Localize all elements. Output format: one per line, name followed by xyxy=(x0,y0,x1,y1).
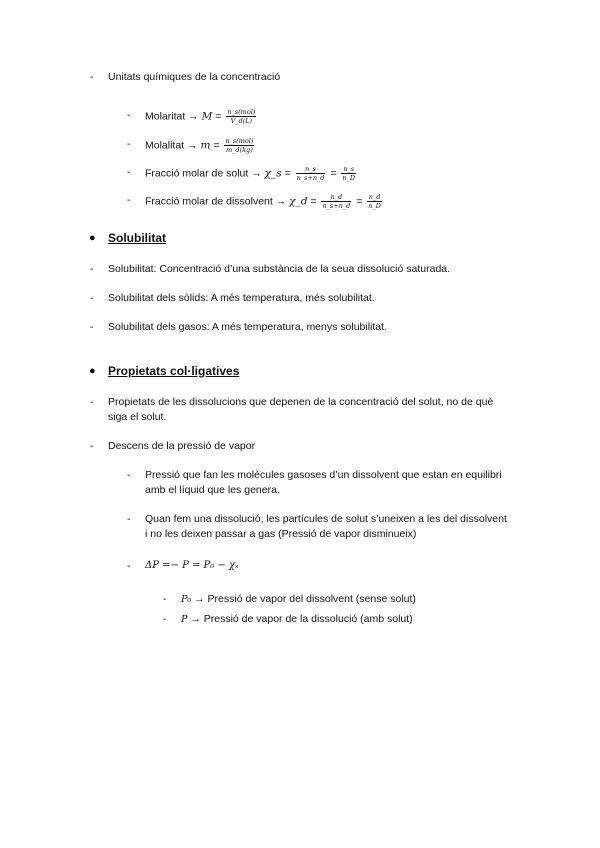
list-dash: - xyxy=(127,513,131,525)
fraccio-dissolvent-den1: n_s+n_d xyxy=(322,202,351,210)
fraccio-dissolvent-symbol: χ_d xyxy=(289,195,308,208)
solubilitat-item: Solubilitat dels sòlids: A més temperatura, més solubilitat. xyxy=(108,292,375,304)
fraccio-solut-fraction-2 xyxy=(341,165,356,182)
list-dash: - xyxy=(90,263,94,275)
solubilitat-item: Solubilitat: Concentració d’una substància de la seua dissolució saturada. xyxy=(108,263,451,275)
fraccio-dissolvent-num2: n_d xyxy=(368,193,381,201)
molalitat-numerator: n_s(mol) xyxy=(225,137,254,145)
list-dash: - xyxy=(127,166,131,178)
propietats-heading: Propietats col·ligatives xyxy=(108,364,240,378)
fraccio-dissolvent-den2: n_D xyxy=(368,202,381,210)
molalitat-symbol: m xyxy=(200,139,211,152)
dissolucio-explanation: i no les deixen passar a gas (Pressió de vapor disminueix) xyxy=(145,528,417,540)
fraccio-solut-fraction-1 xyxy=(296,165,326,182)
list-dash: - xyxy=(127,138,131,150)
pressio-vapor-definition: Pressió que fan les molècules gasoses d’un dissolvent que estan en equilibri xyxy=(145,469,502,481)
fraccio-solut-formula: Fracció molar de solut → χ_s = $\frac{n\_s}{n\_s+n\_d}$ = $\frac{n\_s}{n\_D}$ xyxy=(145,165,356,182)
molaritat-formula: Molaritat → M = $\frac{\text{n\_s(mol)}}{V\_d(L)}$ xyxy=(145,108,256,125)
p0-symbol: P₀ xyxy=(181,594,192,605)
molaritat-denominator: V_d(L) xyxy=(230,117,253,125)
molalitat-fraction xyxy=(224,137,254,154)
list-dash: - xyxy=(127,469,131,481)
list-dash: - xyxy=(127,109,131,121)
molaritat-symbol: M xyxy=(201,110,213,123)
list-dash: - xyxy=(90,292,94,304)
fraccio-dissolvent-fraction-2 xyxy=(367,193,382,210)
propietats-item: Descens de la pressió de vapor xyxy=(108,440,256,452)
fraccio-dissolvent-label: Fracció molar de dissolvent → xyxy=(145,195,287,208)
list-dash: - xyxy=(163,613,167,625)
molaritat-fraction xyxy=(226,108,256,125)
fraccio-dissolvent-formula: Fracció molar de dissolvent → χ_d = $\frac{n\_d}{n\_s+n\_d}$ = $\frac{n\_d}{n\_D}$ xyxy=(145,193,381,210)
dissolucio-explanation: Quan fem una dissolució, les partícules de solut s’uneixen a les del dissolvent xyxy=(145,513,507,525)
bullet: ● xyxy=(89,232,96,244)
descens-formula: ΔP =− P = P₀ − χₛ xyxy=(145,560,239,571)
molalitat-label: Molalitat → xyxy=(145,139,198,152)
fraccio-solut-num1: n_s xyxy=(296,165,326,174)
fraccio-solut-den1: n_s+n_d xyxy=(296,174,325,182)
list-dash: - xyxy=(90,321,94,333)
pressio-vapor-definition: amb el líquid que les genera. xyxy=(145,484,280,496)
molaritat-label: Molaritat → xyxy=(145,110,199,123)
solubilitat-heading: Solubilitat xyxy=(108,231,166,245)
list-dash: - xyxy=(127,194,131,206)
list-dash: - xyxy=(90,71,94,83)
fraccio-dissolvent-num1: n_d xyxy=(321,193,351,202)
list-dash: - xyxy=(163,593,167,605)
p-description: → Pressió de vapor de la dissolució (amb solut) xyxy=(190,613,413,625)
fraccio-solut-symbol: χ_s xyxy=(264,167,282,180)
list-dash: - xyxy=(90,440,94,452)
p0-definition xyxy=(181,592,416,607)
list-dash: - xyxy=(90,396,94,408)
molalitat-denominator: m_d(kg) xyxy=(226,146,253,154)
molalitat-formula: Molalitat → m = $\frac{\text{n\_s(mol)}}{m\_d(kg)}$ xyxy=(145,137,254,154)
solubilitat-item: Solubilitat dels gasos: A més temperatura, menys solubilitat. xyxy=(108,321,387,333)
p-definition xyxy=(181,612,413,627)
units-title: Unitats químiques de la concentració xyxy=(108,71,281,83)
p0-description: → Pressió de vapor del dissolvent (sense solut) xyxy=(194,593,416,605)
fraccio-solut-den2: n_D xyxy=(342,174,356,182)
propietats-item-line: Propietats de les dissolucions que depenen de la concentració del solut, no de què xyxy=(108,396,494,408)
fraccio-solut-num2: n_s xyxy=(343,165,355,173)
p-symbol: P xyxy=(181,614,188,625)
propietats-item-line: siga el solut. xyxy=(108,411,167,423)
list-dash: - xyxy=(127,560,131,572)
molaritat-numerator: n_s(mol) xyxy=(227,108,256,116)
bullet: ● xyxy=(89,365,96,377)
fraccio-solut-label: Fracció molar de solut → xyxy=(145,167,262,180)
fraccio-dissolvent-fraction-1 xyxy=(321,193,351,210)
